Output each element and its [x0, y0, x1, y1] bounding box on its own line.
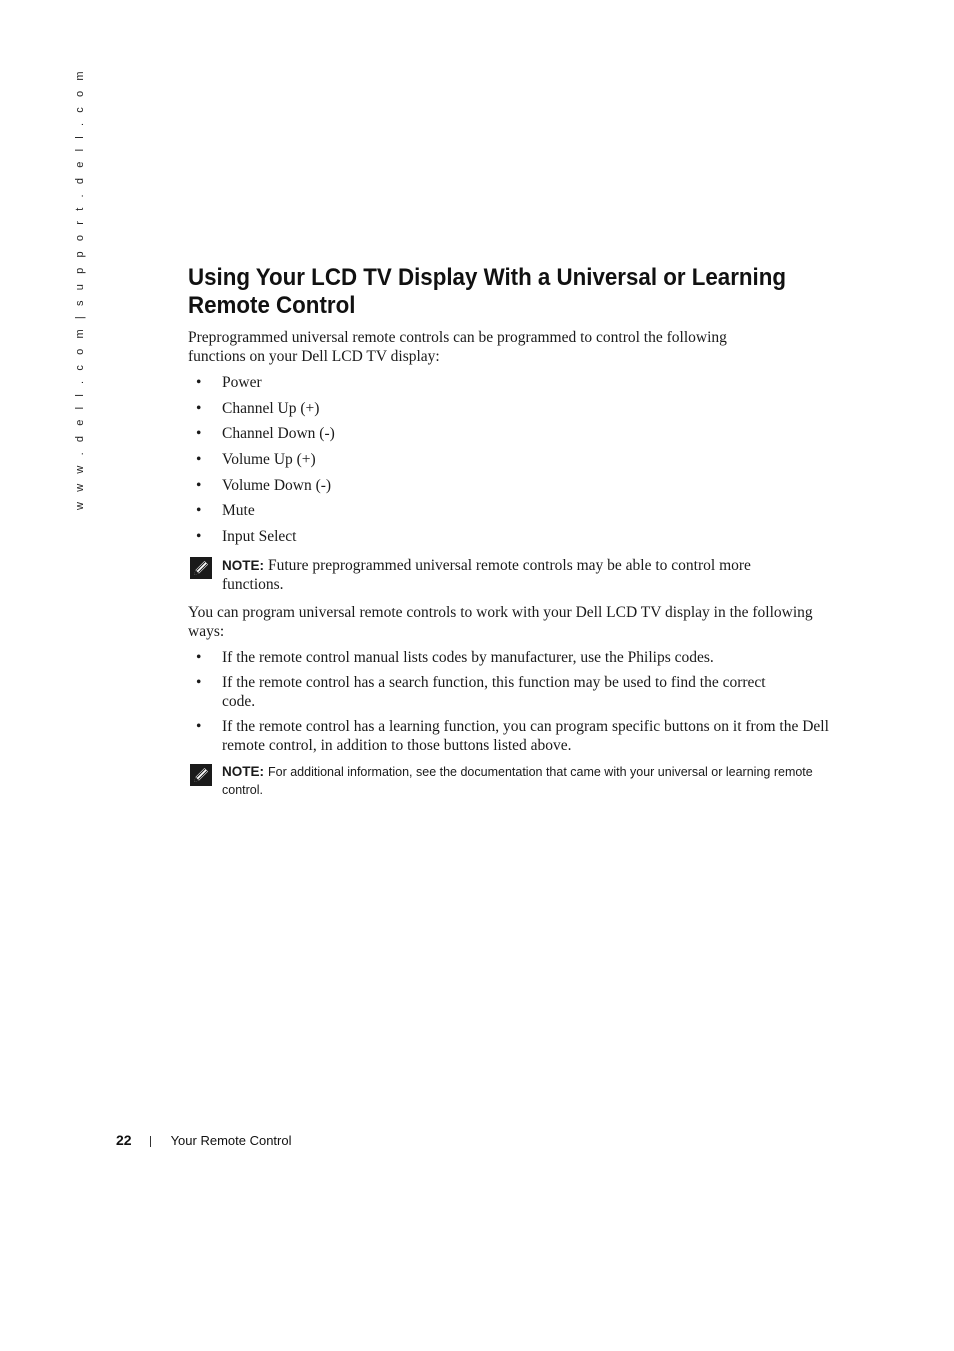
bullet-icon: •: [196, 476, 202, 494]
list-item: • If the remote control has a search function, this function may be used to find the correct code.: [196, 673, 766, 710]
note-text: Future preprogrammed universal remote controls may be able to control more functions.: [222, 556, 751, 593]
list-item: • Volume Up (+): [196, 451, 316, 469]
intro-paragraph: Preprogrammed universal remote controls can be programmed to control the following functions on your Dell LCD TV display:: [188, 329, 727, 365]
list-item: • Volume Down (-): [196, 476, 332, 494]
bullet-icon: •: [196, 425, 202, 443]
page-number: 22: [116, 1132, 132, 1148]
bullet-icon: •: [196, 502, 202, 520]
bullet-icon: •: [196, 717, 202, 735]
bullet-icon: •: [196, 451, 202, 469]
bullet-icon: •: [196, 399, 202, 417]
note-block-1: [188, 556, 782, 594]
bullet-icon: •: [196, 374, 202, 391]
ways-list: [188, 648, 828, 755]
page-heading: Using Your LCD TV Display With a Universal or Learning Remote Control: [188, 264, 787, 319]
note-block-2: [188, 763, 822, 799]
list-item: • Mute: [196, 502, 255, 520]
side-url-text: w w w . d e l l . c o m | s u p p o r t . d e l l . c o m: [74, 67, 86, 510]
note-label: NOTE:: [222, 557, 264, 573]
footer-section-title: Your Remote Control: [170, 1132, 292, 1148]
list-item: • Input Select: [196, 528, 297, 546]
note-text: For additional information, see the documentation that came with your universal or learning remote control.: [222, 764, 813, 797]
note-pencil-icon: [190, 764, 212, 786]
bullet-icon: •: [196, 528, 202, 546]
main-content: [188, 264, 828, 799]
list-item: • Channel Up (+): [196, 399, 320, 417]
note-pencil-icon: [190, 557, 212, 579]
ways-paragraph: You can program universal remote controls to work with your Dell LCD TV display in the following ways:: [188, 603, 813, 640]
functions-list: [188, 373, 828, 553]
list-item: • If the remote control has a learning function, you can program specific buttons on it from the Dell remote control, in addition to those buttons listed above.: [196, 717, 829, 754]
page-footer: [116, 1132, 292, 1148]
list-item: • If the remote control manual lists codes by manufacturer, use the Philips codes.: [196, 648, 714, 666]
list-item: • Channel Down (-): [196, 425, 335, 443]
list-item: • Power: [196, 374, 262, 391]
bullet-icon: •: [196, 648, 202, 666]
bullet-icon: •: [196, 673, 202, 691]
note-label: NOTE:: [222, 763, 264, 779]
footer-divider: [150, 1136, 151, 1147]
